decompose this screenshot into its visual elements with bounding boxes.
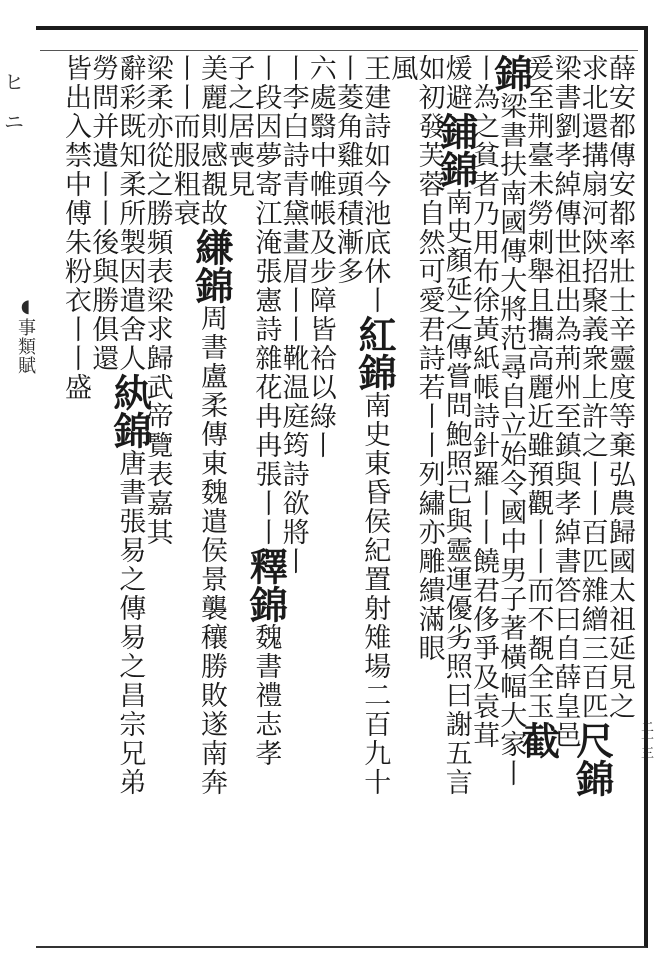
body-text: 求北還搆扇河陝招聚義衆上許之丨丨百匹雜繒三百匹 <box>576 54 608 721</box>
margin-mark: ヒ <box>4 70 24 94</box>
body-text: 周書盧柔傳東魏遣侯景襲穰勝敗遂南奔 <box>196 304 227 797</box>
top-rule <box>40 50 638 51</box>
body-text: 唐書張易之傳易之昌宗兄弟 <box>114 449 146 797</box>
body-text: 爰至荆臺未勞刺舉且攜高麗近雖預觀丨丨而不覩全玉 <box>522 54 554 721</box>
entry-heading: 紈錦 <box>107 373 153 449</box>
body-text: 丨丨而服粗衰 <box>168 54 200 228</box>
body-text: 魏書禮志孝 <box>250 623 282 768</box>
text-column <box>56 54 94 934</box>
body-text: 南史東昏侯紀置射雉場二百九十 <box>359 391 391 797</box>
left-margin <box>0 26 36 948</box>
body-text: 丨段因夢寄江淹張憲詩雜花冉冉張丨丨 <box>250 54 282 547</box>
body-text: 六處翳中帷帳及步障皆袷以綠丨 <box>304 54 336 460</box>
entry-heading: 鋪錦 <box>433 112 479 188</box>
entry-heading: 釋錦 <box>243 547 289 623</box>
margin-mark: ニ <box>4 110 24 134</box>
folio-number: 二十三 <box>638 720 653 759</box>
body-text: 丨菱角雞頭積漸多 <box>332 54 363 286</box>
body-text: 梁書劉孝綽傳世祖出為荊州至鎮與孝綽書答曰自薛皇邑 <box>549 54 581 750</box>
body-text: 美麗則感覩故 <box>196 54 227 228</box>
spine-label: ◖事類賦 <box>15 296 36 375</box>
body-text: 梁柔亦從之勝頻表梁求歸武帝覽表嘉其 <box>141 54 173 547</box>
body-text: 王建詩如今池底休丨 <box>359 54 391 315</box>
body-text: 如初發芙蓉自然可愛君詩若丨丨列繡亦雕繢滿眼 <box>413 54 445 663</box>
entry-heading: 紅錦 <box>352 315 398 391</box>
body-text: 梁書扶南國傳大將范尋自立始令國中男子著橫幅大家丨 <box>495 92 527 788</box>
body-text: 子之居喪見 <box>223 54 255 199</box>
entry-heading: 尺錦 <box>569 721 615 797</box>
entry-heading: 截 <box>515 721 561 759</box>
body-text: 勞問并遺丨丨後與勝俱還 <box>87 54 119 373</box>
body-text: 辭彩既知柔所製因遣舍人 <box>114 54 146 373</box>
entry-heading: 錦 <box>488 54 534 92</box>
body-text: 薛安都傳安都率壯士辛靈度等棄弘農歸國太祖延見之 <box>604 54 635 721</box>
body-text: 南史顏延之傳嘗問鮑照已與靈運優劣照曰謝五言 <box>440 188 472 797</box>
entry-heading: 縑錦 <box>189 228 234 304</box>
body-text: 風 <box>386 54 418 83</box>
body-text: 煖避 <box>440 54 472 112</box>
body-text: 丨為之貧者乃用布徐黃紙帳詩針羅丨丨饒君侈爭及袁茸 <box>468 54 499 750</box>
body-text: 丨李白詩青黛畫眉丨丨靴温庭筠詩欲將丨 <box>277 54 309 576</box>
body-text: 皆出入禁中傅朱粉衣丨丨盛 <box>60 54 91 402</box>
